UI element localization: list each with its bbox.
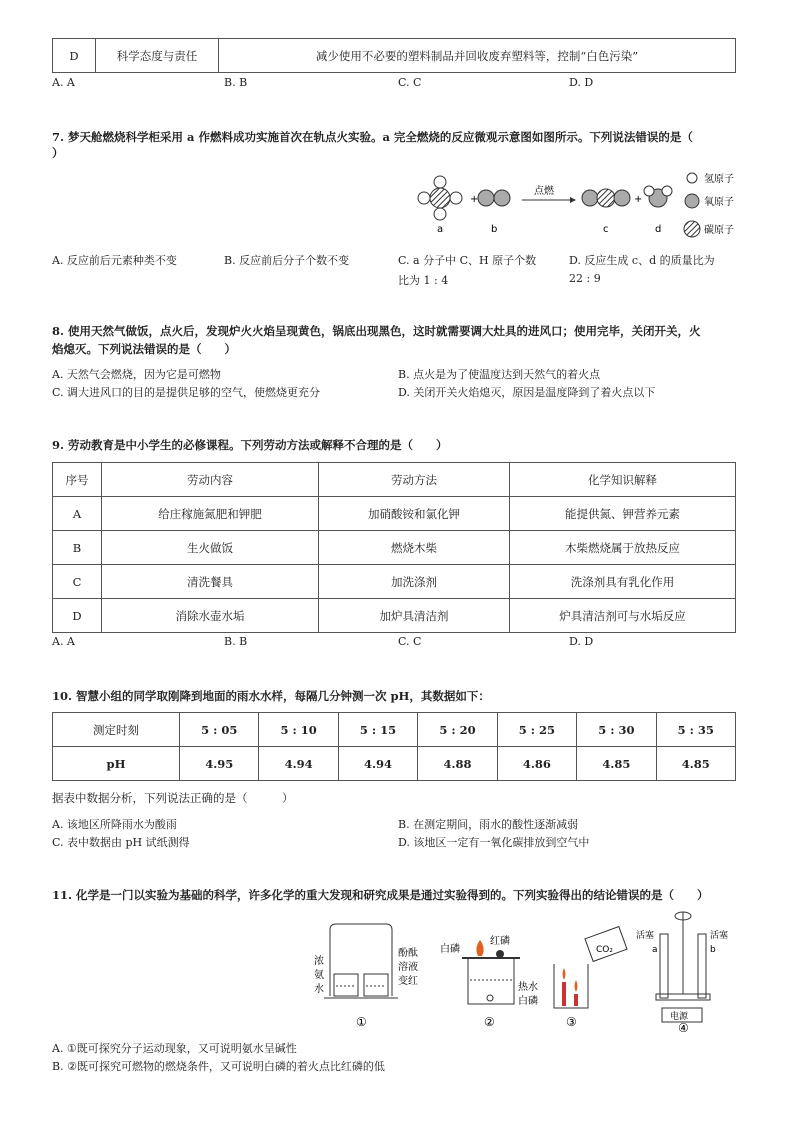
option-b[interactable]: B. B: [224, 635, 248, 648]
q9-table: [52, 462, 736, 633]
option-c[interactable]: C. 调大进风口的目的是提供足够的空气，使燃烧更充分: [52, 386, 321, 399]
option-c[interactable]: C. C: [398, 76, 422, 89]
q8-stem-line2: 焰熄灭。下列说法错误的是（ ）: [52, 342, 236, 356]
option-b[interactable]: B. B: [224, 76, 248, 89]
fig2-label: 白磷: [518, 996, 538, 1007]
table-row: [53, 599, 736, 633]
option-a[interactable]: A. 反应前后元素种类不变: [52, 254, 177, 267]
fig4-label: b: [710, 945, 716, 955]
ph-cell: 4.94: [259, 747, 338, 781]
q8-stem-line1: 8. 使用天然气做饭，点火后，发现炉火火焰呈现黄色，锅底出现黑色，这时就需要调大灶具的进风口；使用完毕，关闭开关，火: [52, 324, 701, 338]
option-d[interactable]: D. D: [569, 76, 594, 89]
option-c-line1: C. a 分子中 C、H 原子个数: [398, 254, 537, 267]
q11-experiment-figures: [300, 908, 740, 1032]
fig1-number: ①: [356, 1015, 367, 1029]
figure-3-co2-candles: [554, 927, 627, 1029]
option-c[interactable]: [398, 252, 536, 288]
option-a[interactable]: A. 该地区所降雨水为酸雨: [52, 818, 177, 831]
time-cell: 5 : 15: [338, 713, 417, 747]
fig1-label: 酚酞: [398, 948, 418, 959]
table-row: [53, 565, 736, 599]
label-a: a: [437, 224, 444, 235]
label-c: c: [603, 224, 609, 235]
ph-cell: 4.95: [180, 747, 259, 781]
cell-letter: B: [53, 531, 102, 565]
header-cell: 劳动内容: [102, 463, 319, 497]
diagram-legend: [684, 172, 734, 237]
q7-reaction-diagram: [410, 166, 750, 246]
figure-1-bell-jar: [314, 924, 418, 1029]
ph-cell: 4.86: [497, 747, 576, 781]
q7-stem-line1: 7. 梦天舱燃烧科学柜采用 a 作燃料成功实施首次在轨点火实验。a 完全燃烧的反应微观示意图如图所示。下列说法错误的是（: [52, 130, 693, 144]
figure-4-electrolysis: [636, 912, 728, 1032]
fig1-label: 变红: [398, 976, 418, 987]
option-c[interactable]: C. 表中数据由 pH 试纸测得: [52, 836, 190, 849]
cell-letter: D: [53, 599, 102, 633]
option-d[interactable]: D. 关闭开关火焰熄灭，原因是温度降到了着火点以下: [398, 386, 656, 399]
fig2-label: 热水: [518, 982, 538, 993]
fig1-label: 水: [314, 984, 324, 995]
fig2-number: ②: [484, 1015, 495, 1029]
option-d[interactable]: D. 该地区一定有一氧化碳排放到空气中: [398, 836, 590, 849]
molecule-c: [582, 189, 630, 207]
cell-content: 给庄稼施氮肥和钾肥: [102, 497, 319, 531]
option-a[interactable]: A. ①既可探究分子运动现象，又可说明氨水呈碱性: [52, 1042, 297, 1055]
cell-method: 加洗涤剂: [319, 565, 510, 599]
fig4-power-label: 电源: [670, 1012, 689, 1022]
time-cell: 5 : 25: [497, 713, 576, 747]
cell-explanation: 炉具清洁剂可与水垢反应: [510, 599, 736, 633]
fig4-label: a: [652, 945, 658, 955]
q11-stem: 11. 化学是一门以实验为基础的科学，许多化学的重大发现和研究成果是通过实验得到的。下列实验得出的结论错误的是（ ）: [52, 888, 709, 902]
fig4-number: ④: [678, 1021, 689, 1032]
option-c[interactable]: C. C: [398, 635, 422, 648]
row-category: 科学态度与责任: [96, 39, 219, 73]
time-cell: 5 : 10: [259, 713, 338, 747]
header-cell: 序号: [53, 463, 102, 497]
cell-letter: C: [53, 565, 102, 599]
table-row: [53, 531, 736, 565]
ph-cell: 4.88: [418, 747, 497, 781]
legend-carbon: 碳原子: [704, 225, 734, 236]
fig4-label: 活塞: [636, 931, 655, 941]
cell-method: 加硝酸铵和氯化钾: [319, 497, 510, 531]
fig2-label: 白磷: [440, 944, 460, 955]
header-cell: 劳动方法: [319, 463, 510, 497]
legend-hydrogen: 氢原子: [704, 174, 734, 185]
fig3-gas-label: CO₂: [596, 945, 613, 955]
cell-letter: A: [53, 497, 102, 531]
option-b[interactable]: B. ②既可探究可燃物的燃烧条件，又可说明白磷的着火点比红磷的低: [52, 1060, 385, 1073]
cell-content: 消除水壶水垢: [102, 599, 319, 633]
ph-cell: 4.85: [577, 747, 656, 781]
option-d[interactable]: [569, 252, 715, 285]
q11-options: [52, 1040, 752, 1076]
fig4-label: 活塞: [710, 931, 729, 941]
molecule-d: [644, 186, 672, 207]
q7-options: [52, 252, 752, 288]
cell-content: 生火做饭: [102, 531, 319, 565]
arrow-label: 点燃: [534, 186, 554, 197]
option-a[interactable]: A. 天然气会燃烧，因为它是可燃物: [52, 368, 221, 381]
plus-1: +: [470, 194, 479, 205]
table-row: [53, 497, 736, 531]
option-d-line1: D. 反应生成 c、d 的质量比为: [569, 254, 715, 267]
q6-table-tail: [52, 38, 736, 73]
q8-options: [52, 366, 752, 402]
fig1-label: 溶液: [398, 962, 418, 973]
molecule-a: [418, 176, 462, 220]
q10-followup: 据表中数据分析，下列说法正确的是（ ）: [52, 791, 294, 805]
cell-method: 加炉具清洁剂: [319, 599, 510, 633]
row-content: 减少使用不必要的塑料制品并回收废弃塑料等，控制“白色污染”: [219, 39, 736, 73]
cell-content: 清洗餐具: [102, 565, 319, 599]
figure-2-phosphorus: [440, 934, 538, 1029]
option-a[interactable]: A. A: [52, 76, 75, 89]
option-b[interactable]: B. 在测定期间，雨水的酸性逐渐减弱: [398, 818, 579, 831]
ph-label: pH: [53, 747, 180, 781]
q7-stem: [52, 126, 752, 164]
time-cell: 5 : 35: [656, 713, 735, 747]
time-cell: 5 : 30: [577, 713, 656, 747]
fig2-label: 红磷: [490, 936, 510, 947]
cell-explanation: 能提供氮、钾营养元素: [510, 497, 736, 531]
label-d: d: [655, 224, 662, 235]
q10-stem: 10. 智慧小组的同学取刚降到地面的雨水水样，每隔几分钟测一次 pH，其数据如下：: [52, 689, 490, 703]
ph-cell: 4.85: [656, 747, 735, 781]
option-d-line2: 22 : 9: [569, 272, 601, 285]
fig1-label: 浓: [314, 956, 324, 967]
molecule-b: [478, 190, 510, 206]
time-label: 测定时刻: [53, 713, 180, 747]
fig1-label: 氨: [314, 970, 324, 981]
label-b: b: [491, 224, 498, 235]
option-b[interactable]: B. 点火是为了使温度达到天然气的着火点: [398, 368, 601, 381]
option-a[interactable]: A. A: [52, 635, 75, 648]
option-d[interactable]: D. D: [569, 635, 594, 648]
fig3-number: ③: [566, 1015, 577, 1029]
option-b[interactable]: B. 反应前后分子个数不变: [224, 254, 350, 267]
time-cell: 5 : 05: [180, 713, 259, 747]
cell-method: 燃烧木柴: [319, 531, 510, 565]
plus-2: +: [634, 194, 643, 205]
header-cell: 化学知识解释: [510, 463, 736, 497]
q10-options: [52, 816, 752, 852]
q8-stem: [52, 320, 752, 360]
option-c-line2: 比为 1 : 4: [398, 274, 449, 287]
legend-oxygen: 氧原子: [704, 197, 734, 208]
q9-stem: 9. 劳动教育是中小学生的必修课程。下列劳动方法或解释不合理的是（ ）: [52, 438, 448, 452]
q10-table: [52, 712, 736, 781]
time-cell: 5 : 20: [418, 713, 497, 747]
cell-explanation: 洗涤剂具有乳化作用: [510, 565, 736, 599]
cell-explanation: 木柴燃烧属于放热反应: [510, 531, 736, 565]
q7-stem-line2: ）: [52, 146, 64, 160]
row-letter: D: [53, 39, 96, 73]
ph-cell: 4.94: [338, 747, 417, 781]
